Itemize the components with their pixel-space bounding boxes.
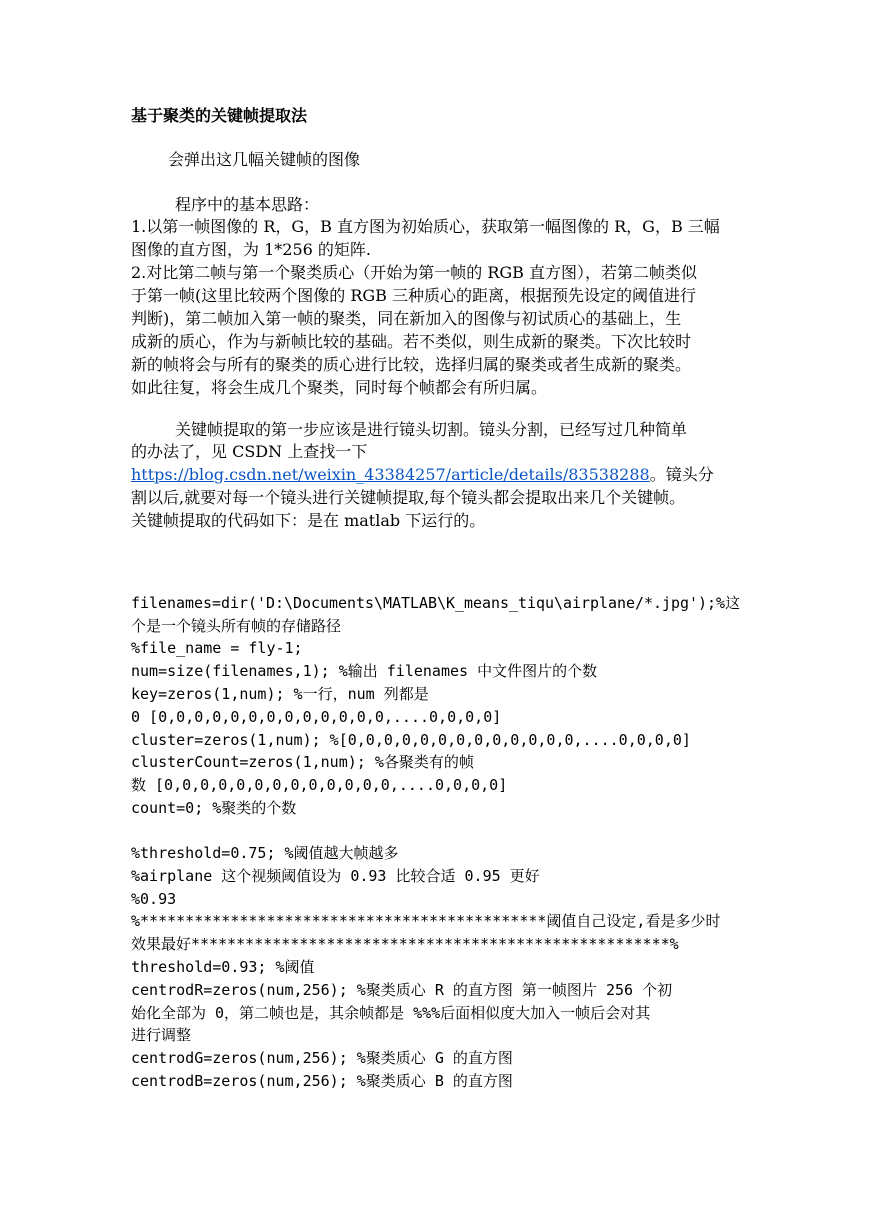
code-line: 效果最好*****************************************************% bbox=[131, 935, 679, 953]
code-line: 始化全部为 0，第二帧也是，其余帧都是 %%%后面相似度大加入一帧后会对其 bbox=[131, 1004, 651, 1022]
para2-line: 的办法了，见 CSDN 上查找一下 bbox=[131, 442, 368, 461]
code-line: threshold=0.93; %阈值 bbox=[131, 958, 315, 976]
idea-line: 如此往复，将会生成几个聚类，同时每个帧都会有所归属。 bbox=[131, 378, 548, 397]
document-title: 基于聚类的关键帧提取法 bbox=[131, 106, 308, 125]
idea-heading: 程序中的基本思路： bbox=[175, 195, 320, 214]
idea-line: 成新的质心，作为与新帧比较的基础。若不类似，则生成新的聚类。下次比较时 bbox=[131, 332, 692, 351]
para2-line: 关键帧提取的第一步应该是进行镜头切割。镜头分割，已经写过几种简单 bbox=[175, 420, 688, 439]
idea-line: 新的帧将会与所有的聚类的质心进行比较，选择归属的聚类或者生成新的聚类。 bbox=[131, 355, 692, 374]
idea-line: 2.对比第二帧与第一个聚类质心（开始为第一帧的 RGB 直方图），若第二帧类似 bbox=[131, 263, 698, 282]
para2-link-line bbox=[131, 464, 714, 486]
code-line: clusterCount=zeros(1,num); %各聚类有的帧 bbox=[131, 753, 474, 771]
code-line: 0 [0,0,0,0,0,0,0,0,0,0,0,0,0,....0,0,0,0] bbox=[131, 708, 502, 726]
code-line: %threshold=0.75; %阈值越大帧越多 bbox=[131, 844, 399, 862]
intro-text: 会弹出这几幅关键帧的图像 bbox=[168, 150, 361, 169]
idea-line: 判断)，第二帧加入第一帧的聚类，同在新加入的图像与初试质心的基础上，生 bbox=[131, 309, 682, 328]
code-line: num=size(filenames,1); %输出 filenames 中文件图片的个数 bbox=[131, 662, 598, 680]
code-line: 个是一个镜头所有帧的存储路径 bbox=[131, 617, 342, 635]
idea-line: 1.以第一帧图像的 R，G，B 直方图为初始质心，获取第一幅图像的 R，G，B 三幅 bbox=[131, 217, 720, 236]
code-line: %airplane 这个视频阈值设为 0.93 比较合适 0.95 更好 bbox=[131, 867, 540, 885]
link-tail-text: 。镜头分 bbox=[649, 465, 714, 484]
para2-line: 割以后,就要对每一个镜头进行关键帧提取,每个镜头都会提取出来几个关键帧。 bbox=[131, 488, 686, 507]
idea-line: 图像的直方图，为 1*256 的矩阵. bbox=[131, 240, 371, 259]
code-line: centrodG=zeros(num,256); %聚类质心 G 的直方图 bbox=[131, 1049, 513, 1067]
code-line: %file_name = fly-1; bbox=[131, 639, 303, 657]
code-line: 数 [0,0,0,0,0,0,0,0,0,0,0,0,0,....0,0,0,0] bbox=[131, 776, 508, 794]
code-line: %*********************************************阈值自己设定,看是多少时 bbox=[131, 912, 721, 930]
code-line: cluster=zeros(1,num); %[0,0,0,0,0,0,0,0,0,0,0,0,0,....0,0,0,0] bbox=[131, 731, 691, 749]
code-line: centrodR=zeros(num,256); %聚类质心 R 的直方图 第一帧图片 256 个初 bbox=[131, 981, 673, 999]
code-line: %0.93 bbox=[131, 890, 177, 908]
code-line: filenames=dir('D:\Documents\MATLAB\K_means_tiqu\airplane/*.jpg');%这 bbox=[131, 594, 741, 612]
idea-line: 于第一帧(这里比较两个图像的 RGB 三种质心的距离，根据预先设定的阈值进行 bbox=[131, 286, 697, 305]
code-line: count=0; %聚类的个数 bbox=[131, 799, 297, 817]
code-line: key=zeros(1,num); %一行，num 列都是 bbox=[131, 685, 429, 703]
csdn-link[interactable]: https://blog.csdn.net/weixin_43384257/article/details/83538288 bbox=[131, 465, 650, 484]
code-line: centrodB=zeros(num,256); %聚类质心 B 的直方图 bbox=[131, 1072, 513, 1090]
code-line: 进行调整 bbox=[131, 1026, 192, 1044]
para2-line: 关键帧提取的代码如下：是在 matlab 下运行的。 bbox=[131, 511, 486, 530]
